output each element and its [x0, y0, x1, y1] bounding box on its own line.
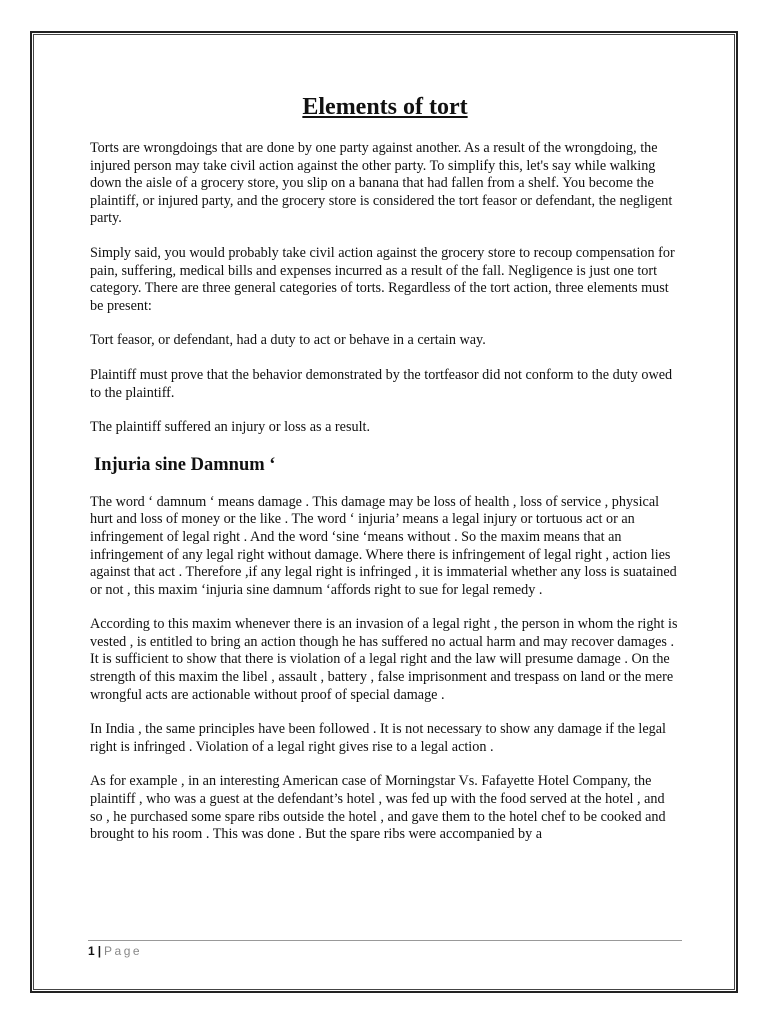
- section-heading: Injuria sine Damnum ‘: [94, 454, 276, 475]
- footer-separator: |: [97, 944, 102, 958]
- section-paragraph: In India , the same principles have been followed . It is not necessary to show any damage if the legal right is infringed . Violation of a legal right gives rise to a legal action .: [90, 721, 666, 755]
- intro-paragraph: The plaintiff suffered an injury or loss as a result.: [90, 419, 371, 436]
- intro-paragraph: Plaintiff must prove that the behavior demonstrated by the tortfeasor did not conform to the duty owed to the plaintiff.: [90, 366, 673, 401]
- page-footer: [88, 943, 142, 959]
- document-body: [90, 92, 680, 861]
- section-paragraph: The word ‘ damnum ‘ means damage . This damage may be loss of health , loss of service , physical hurt and loss of money or the like . The word ‘ injuria’ means a legal injury or tortuous act or an infringement of legal right . And the word ‘sine ‘means without . So the maxim means that an infringement of any legal right without damage. Where there is infringement of legal right , action lies against that act . Therefore ,if any legal right is infringed , it is immaterial whether any loss is suatained or not , this maxim ‘injuria sine damnum ‘affords right to sue for legal remedy .: [90, 493, 677, 598]
- section-paragraph: According to this maxim whenever there is an invasion of a legal right , the person in whom the right is vested , is entitled to bring an action though he has suffered no actual harm and may recover damages . It is sufficient to show that there is violation of a legal right and the law will presume damage . On the strength of this maxim the libel , assault , battery , false imprisonment and trespass on land or the mere wrongful acts are actionable without proof of special damage .: [90, 616, 678, 703]
- page-label: Page: [104, 944, 143, 958]
- footer-divider: [88, 940, 682, 941]
- intro-paragraph: Torts are wrongdoings that are done by one party against another. As a result of the wrongdoing, the injured person may take civil action against the other party. To simplify this, let's say while walking down the aisle of a grocery store, you slip on a banana that had fallen from a shelf. You become the plaintiff, or injured party, and the grocery store is considered the tort feasor or defendant, the negligent party.: [90, 140, 673, 227]
- intro-paragraph: Tort feasor, or defendant, had a duty to act or behave in a certain way.: [90, 332, 486, 349]
- section-paragraph: As for example , in an interesting American case of Morningstar Vs. Fafayette Hotel Company, the plaintiff , who was a guest at the defendant’s hotel , was fed up with the food served at the hotel , and so , he purchased some spare ribs outside the hotel , and gave them to the hotel chef to be cooked and brought to his room . This was done . But the spare ribs were accompanied by a: [90, 773, 666, 843]
- page-number: 1: [88, 944, 95, 958]
- intro-paragraph: Simply said, you would probably take civil action against the grocery store to recoup compensation for pain, suffering, medical bills and expenses incurred as a result of the fall. Negligence is just one tort category. There are three general categories of torts. Regardless of the tort action, three elements must be present:: [90, 244, 675, 314]
- document-title: Elements of tort: [302, 94, 468, 120]
